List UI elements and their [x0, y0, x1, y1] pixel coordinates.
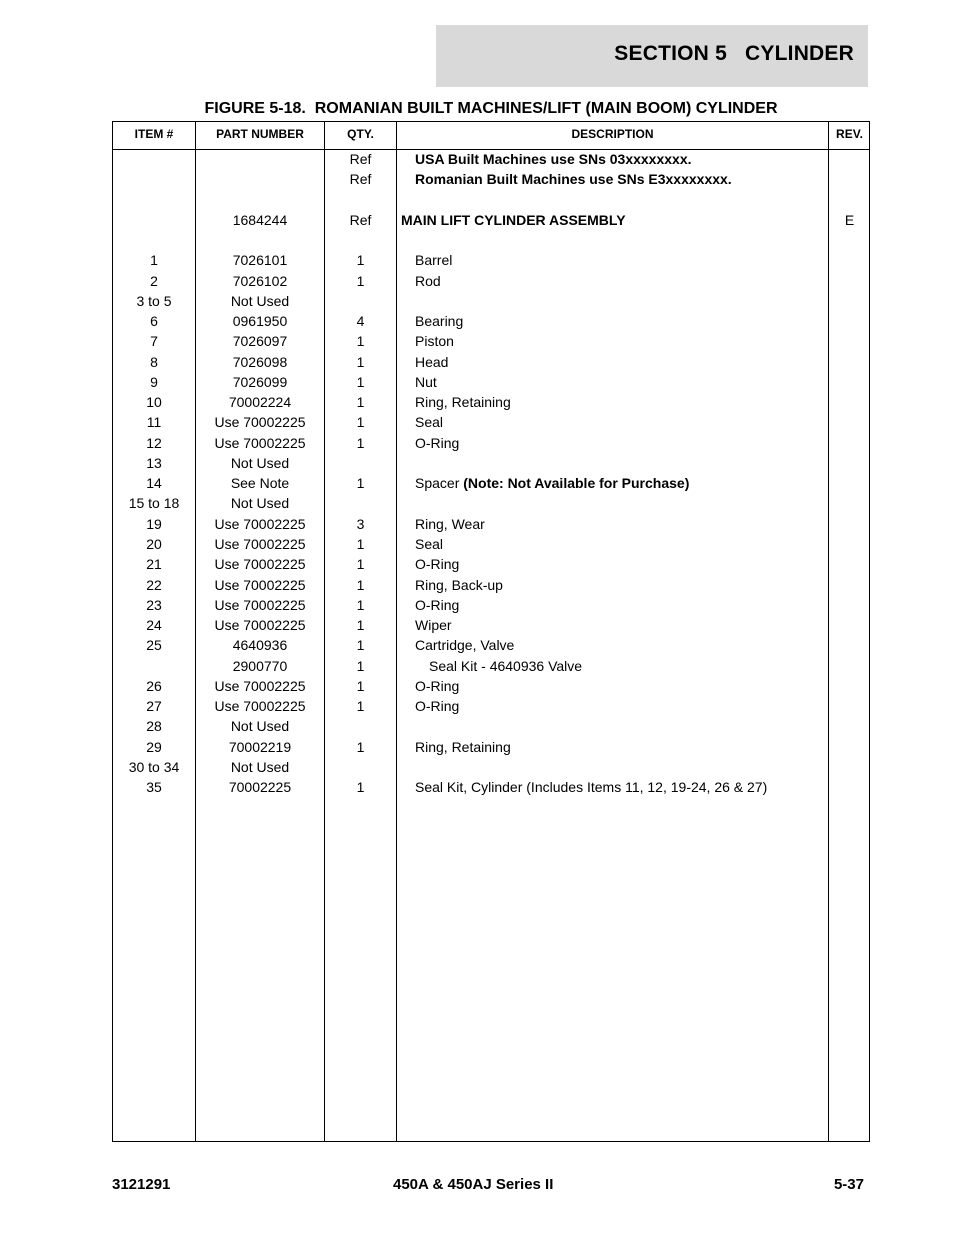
description-cell: [401, 615, 841, 635]
table-row: [113, 331, 869, 351]
description-text: Wiper: [415, 617, 452, 633]
part-number-cell: 7026097: [232, 333, 288, 349]
description-text: Cartridge, Valve: [415, 637, 515, 653]
part-number-cell: 70002225: [228, 779, 292, 795]
item-number-cell: 1: [150, 252, 158, 268]
part-number-cell: Use 70002225: [214, 414, 306, 430]
description-text: MAIN LIFT CYLINDER ASSEMBLY: [401, 212, 626, 228]
part-number-cell: 7026099: [232, 374, 288, 390]
description-text: Seal: [415, 414, 444, 430]
description-text: Spacer: [415, 475, 460, 491]
header-item-number: ITEM #: [134, 127, 174, 141]
item-number-cell: 28: [146, 718, 162, 734]
description-cell: [401, 271, 841, 291]
description-text: Bearing: [415, 313, 464, 329]
item-number-cell: 20: [146, 536, 162, 552]
table-row: [113, 716, 869, 736]
header-description: DESCRIPTION: [571, 127, 654, 141]
description-cell: [401, 250, 841, 270]
quantity-cell: Ref: [349, 151, 372, 167]
table-row: [113, 392, 869, 412]
quantity-cell: 1: [356, 394, 365, 410]
description-cell: [401, 575, 841, 595]
description-text: Nut: [415, 374, 437, 390]
header-revision: REV.: [836, 127, 863, 141]
description-cell: [401, 331, 841, 351]
item-number-cell: 13: [146, 455, 162, 471]
quantity-cell: 4: [356, 313, 365, 329]
description-cell: [401, 433, 841, 453]
table-row: [113, 473, 869, 493]
description-cell: [401, 656, 855, 676]
table-row: [113, 291, 869, 311]
part-number-cell: Use 70002225: [214, 577, 306, 593]
part-number-cell: Not Used: [230, 759, 290, 775]
table-row: [113, 412, 869, 432]
table-row: [113, 372, 869, 392]
part-number-cell: Not Used: [230, 495, 290, 511]
item-number-cell: 10: [146, 394, 162, 410]
part-number-cell: 0961950: [232, 313, 288, 329]
quantity-cell: Ref: [349, 212, 372, 228]
item-number-cell: 8: [150, 354, 158, 370]
description-text: Seal: [415, 536, 444, 552]
quantity-cell: 1: [356, 354, 365, 370]
quantity-cell: 1: [356, 637, 365, 653]
table-row: [113, 615, 869, 635]
table-row: [113, 352, 869, 372]
part-number-cell: Use 70002225: [214, 617, 306, 633]
table-row: [113, 656, 869, 676]
footer-model: 450A & 450AJ Series II: [393, 1176, 554, 1193]
table-row: [113, 757, 869, 777]
quantity-cell: 1: [356, 536, 365, 552]
description-cell: [401, 149, 841, 169]
part-number-cell: Use 70002225: [214, 678, 306, 694]
part-number-cell: Use 70002225: [214, 698, 306, 714]
table-row: [113, 696, 869, 716]
quantity-cell: 1: [356, 333, 365, 349]
quantity-cell: 1: [356, 435, 365, 451]
item-number-cell: 23: [146, 597, 162, 613]
footer-document-number: 3121291: [112, 1176, 171, 1193]
table-row: [113, 453, 869, 473]
revision-cell: E: [844, 212, 855, 228]
item-number-cell: 2: [150, 273, 158, 289]
quantity-cell: Ref: [349, 171, 372, 187]
part-number-cell: Use 70002225: [214, 516, 306, 532]
table-row: [113, 149, 869, 169]
description-text: O-Ring: [415, 435, 460, 451]
part-number-cell: 7026098: [232, 354, 288, 370]
quantity-cell: 1: [356, 597, 365, 613]
description-text: Seal Kit, Cylinder (Includes Items 11, 12, 19-24, 26 & 27): [415, 779, 768, 795]
item-number-cell: 11: [146, 414, 162, 430]
description-text: Ring, Retaining: [415, 394, 511, 410]
description-cell: [401, 392, 841, 412]
quantity-cell: 1: [356, 698, 365, 714]
description-text: Barrel: [415, 252, 453, 268]
part-number-cell: 2900770: [232, 658, 288, 674]
description-text: O-Ring: [415, 698, 460, 714]
description-text: Head: [415, 354, 449, 370]
description-note: (Note: Not Available for Purchase): [463, 475, 690, 491]
item-number-cell: 22: [146, 577, 162, 593]
part-number-cell: Use 70002225: [214, 597, 306, 613]
description-cell: [401, 554, 841, 574]
description-cell: [401, 595, 841, 615]
part-number-cell: Not Used: [230, 718, 290, 734]
description-cell: [401, 534, 841, 554]
table-row: [113, 514, 869, 534]
table-row: [113, 595, 869, 615]
item-number-cell: 21: [146, 556, 162, 572]
description-cell: [401, 696, 841, 716]
quantity-cell: 1: [356, 779, 365, 795]
footer-page-number: 5-37: [833, 1176, 864, 1193]
description-cell: [401, 473, 841, 493]
quantity-cell: 1: [356, 678, 365, 694]
table-row: [113, 271, 869, 291]
item-number-cell: 26: [146, 678, 162, 694]
quantity-cell: 3: [356, 516, 365, 532]
item-number-cell: 3 to 5: [136, 293, 172, 309]
description-cell: [401, 412, 841, 432]
table-row: [113, 210, 869, 230]
description-text: O-Ring: [415, 556, 460, 572]
item-number-cell: 9: [150, 374, 158, 390]
part-number-cell: 1684244: [232, 212, 288, 228]
description-text: Seal Kit - 4640936 Valve: [429, 658, 583, 674]
quantity-cell: 1: [356, 252, 365, 268]
section-title: SECTION 5 CYLINDER: [614, 42, 854, 65]
item-number-cell: 15 to 18: [128, 495, 180, 511]
parts-table: [112, 121, 870, 1142]
quantity-cell: 1: [356, 739, 365, 755]
part-number-cell: 4640936: [232, 637, 288, 653]
table-row: [113, 534, 869, 554]
description-text: O-Ring: [415, 678, 460, 694]
description-cell: [401, 635, 841, 655]
table-row: [113, 737, 869, 757]
part-number-cell: Not Used: [230, 455, 290, 471]
table-row: [113, 554, 869, 574]
description-text: Ring, Retaining: [415, 739, 511, 755]
quantity-cell: 1: [356, 414, 365, 430]
quantity-cell: 1: [356, 617, 365, 633]
quantity-cell: 1: [356, 475, 365, 491]
part-number-cell: 70002224: [228, 394, 292, 410]
item-number-cell: 12: [146, 435, 162, 451]
table-row: [113, 433, 869, 453]
table-row: [113, 575, 869, 595]
table-row: [113, 250, 869, 270]
quantity-cell: 1: [356, 273, 365, 289]
header-quantity: QTY.: [347, 127, 374, 141]
item-number-cell: 6: [150, 313, 158, 329]
item-number-cell: 30 to 34: [128, 759, 180, 775]
description-cell: [401, 169, 841, 189]
description-cell: [401, 210, 827, 230]
description-text: Romanian Built Machines use SNs E3xxxxxxxx.: [415, 171, 732, 187]
header-part-number: PART NUMBER: [216, 127, 304, 141]
description-text: Ring, Wear: [415, 516, 485, 532]
table-row: [113, 777, 869, 797]
description-text: Rod: [415, 273, 441, 289]
table-row: [113, 311, 869, 331]
item-number-cell: 35: [146, 779, 162, 795]
table-row: [113, 493, 869, 513]
table-row: [113, 676, 869, 696]
quantity-cell: 1: [356, 556, 365, 572]
part-number-cell: Use 70002225: [214, 536, 306, 552]
item-number-cell: 19: [146, 516, 162, 532]
description-cell: [401, 514, 841, 534]
description-cell: [401, 311, 841, 331]
item-number-cell: 14: [146, 475, 162, 491]
item-number-cell: 29: [146, 739, 162, 755]
item-number-cell: 24: [146, 617, 162, 633]
part-number-cell: 7026101: [232, 252, 288, 268]
item-number-cell: 7: [150, 333, 158, 349]
part-number-cell: 70002219: [228, 739, 292, 755]
part-number-cell: Not Used: [230, 293, 290, 309]
table-header-row: [113, 122, 869, 150]
part-number-cell: 7026102: [232, 273, 288, 289]
item-number-cell: 27: [146, 698, 162, 714]
description-cell: [401, 777, 841, 797]
description-cell: [401, 676, 841, 696]
description-text: USA Built Machines use SNs 03xxxxxxxx.: [415, 151, 692, 167]
part-number-cell: Use 70002225: [214, 556, 306, 572]
description-text: O-Ring: [415, 597, 460, 613]
description-text: Piston: [415, 333, 454, 349]
section-banner: [436, 25, 868, 87]
description-text: Ring, Back-up: [415, 577, 503, 593]
item-number-cell: 25: [146, 637, 162, 653]
quantity-cell: 1: [356, 374, 365, 390]
part-number-cell: Use 70002225: [214, 435, 306, 451]
quantity-cell: 1: [356, 658, 365, 674]
figure-title: FIGURE 5-18. ROMANIAN BUILT MACHINES/LIFT (MAIN BOOM) CYLINDER: [204, 100, 778, 117]
table-row: [113, 169, 869, 189]
description-cell: [401, 737, 841, 757]
quantity-cell: 1: [356, 577, 365, 593]
description-cell: [401, 372, 841, 392]
part-number-cell: See Note: [230, 475, 290, 491]
table-row: [113, 635, 869, 655]
description-cell: [401, 352, 841, 372]
